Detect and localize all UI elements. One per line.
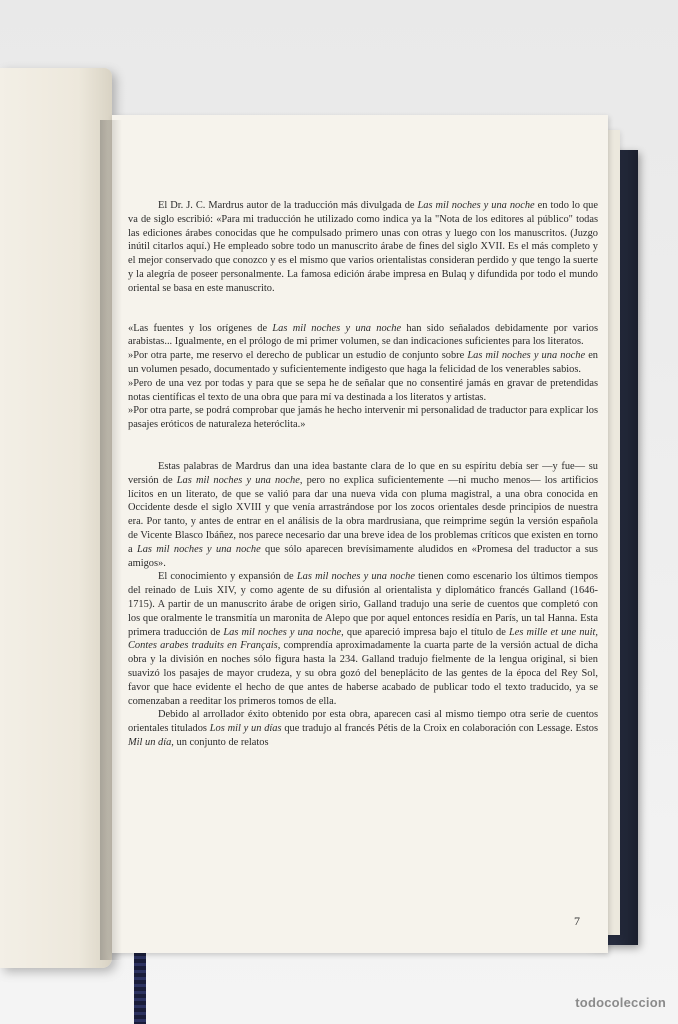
text-run: que tradujo al francés Pétis de la Croix en colaboración con Lessage. Estos — [281, 723, 599, 735]
text-run: que sólo aparecen brevísimamente aludidos en «Promesa del traductor a sus amigos». — [128, 543, 598, 569]
page-number: 7 — [574, 914, 580, 928]
text-run: , pero no explica suficientemente —ni mucho menos— los artificios lícitos en un literato, de que se valió para dar una nueva vida con pluma magistral, a una obra conocida en Occidente desde el siglo XVIII y que venía arrastrándose por los zocos orientales desde principios de nuestra era. Por tanto, y antes de entrar en el análisis de la obra mardrusiana, que reimprime según la versión española de Vicente Blasco Ibáñez, nos parece necesario dar una breve idea de los problemas críticos que existen en torno a — [128, 474, 599, 555]
italic-title: Las mil noches y una noche — [467, 350, 586, 362]
text-run: tienen como escenario los últimos tiempos del reinado de Luis XIV, y como agente de su difusión al orientalista y diplomático francés Galland (1646-1715). A partir de un manuscrito árabe de origen sirio, Galland tradujo una serie de cuentos que completó con los que oralmente le transmitía un maronita de Alepo que por aquel entonces residía en París, un tal Hanna. Esta primera traducción de — [128, 571, 598, 638]
text-run: , que apareció impresa bajo el título de — [341, 626, 509, 638]
text-run: han sido señalados debidamente por varios arabistas... Igualmente, en el prólogo de mi primer volumen, se dan indicaciones suficientes para los literatos. — [128, 322, 598, 348]
paragraph — [128, 708, 598, 749]
paragraph — [128, 460, 598, 570]
paragraph — [128, 404, 598, 432]
text-run: »Por otra parte, se podrá comprobar que jamás he hecho intervenir mi personalidad de traductor para explicar los pasajes eróticos de naturaleza heteróclita.» — [128, 405, 598, 431]
text-run: en un volumen pesado, documentado y suficientemente indigesto que haga la felicidad de los venerables sabios. — [128, 350, 598, 375]
text-run: El conocimiento y expansión de — [158, 571, 297, 583]
page-gutter-shadow — [100, 120, 122, 960]
italic-title: Las mil noches y una noche — [223, 626, 342, 638]
italic-title: Las mil noches y una noche — [272, 322, 402, 334]
paragraph — [128, 570, 598, 708]
italic-title: Mil un día — [128, 736, 172, 748]
text-run: El Dr. J. C. Mardrus autor de la traducción más divulgada de — [158, 200, 418, 211]
text-run: «Las fuentes y los orígenes de — [128, 322, 273, 334]
left-page-edge — [0, 68, 112, 968]
watermark: todocoleccion — [575, 995, 666, 1010]
ribbon-bookmark — [134, 945, 146, 1024]
italic-title: Las mil noches y una noche — [296, 571, 415, 583]
paragraph — [128, 199, 598, 296]
italic-title: Les mille et une nuit, Contes arabes traduits en Français — [128, 626, 598, 652]
italic-title: Las mil noches y una noche — [417, 200, 535, 211]
text-run: , comprendía aproximadamente la cuarta parte de la versión actual de dicha obra y la división en noches sólo figura hasta la 234. Galland tradujo fielmente de la lengua original, si bien suavizó los pasajes de mayor crudeza, y su obra gozó del beneplácito de las gentes de la época del Rey Sol, favor que hace evidente el hecho de que antes de haberse acabado de publicar todo el texto traducido, ya se comenzaban a reeditar los primeros tomos de ella. — [128, 640, 598, 707]
italic-title: Las mil noches y una noche — [136, 543, 261, 555]
book-page — [112, 115, 608, 953]
paragraph — [128, 349, 598, 377]
page-text — [128, 199, 598, 750]
paragraph — [128, 322, 598, 350]
text-run: Estas palabras de Mardrus dan una idea bastante clara de lo que en su espíritu debía ser —y fue— su versión de — [128, 460, 598, 486]
text-run: en todo lo que va de siglo escribió: «Para mi traducción he utilizado como indica ya la "Nota de los editores al público" todas las ediciones árabes conocidas que he compulsado primero unas con otras y luego con los manuscritos. (Juzgo inútil citarlos aquí.) He empleado sobre todo un manuscrito árabe de fines del siglo XVII. Es el más completo y el mejor conservado que conozco y es el mismo que varios orientalistas consideran perdido y que tengo la suerte y la alegría de poseer personalmente. La famosa edición árabe impresa en Bulaq y difundida por todo el mundo oriental se basa en este manuscrito. — [128, 200, 598, 294]
text-run: Debido al arrollador éxito obtenido por esta obra, aparecen casi al mismo tiempo otra serie de cuentos orientales titulados — [128, 709, 598, 735]
paragraph — [128, 377, 598, 405]
text-run: , un conjunto de relatos — [171, 736, 269, 748]
text-run: »Pero de una vez por todas y para que se sepa he de señalar que no consentiré jamás en gravar de pretendidas notas científicas el texto de una obra que para mí va destinada a los literatos y artistas. — [128, 377, 598, 403]
italic-title: Los mil y un días — [209, 723, 282, 735]
italic-title: Las mil noches y una noche — [176, 474, 300, 486]
text-run: »Por otra parte, me reservo el derecho de publicar un estudio de conjunto sobre — [128, 350, 468, 362]
